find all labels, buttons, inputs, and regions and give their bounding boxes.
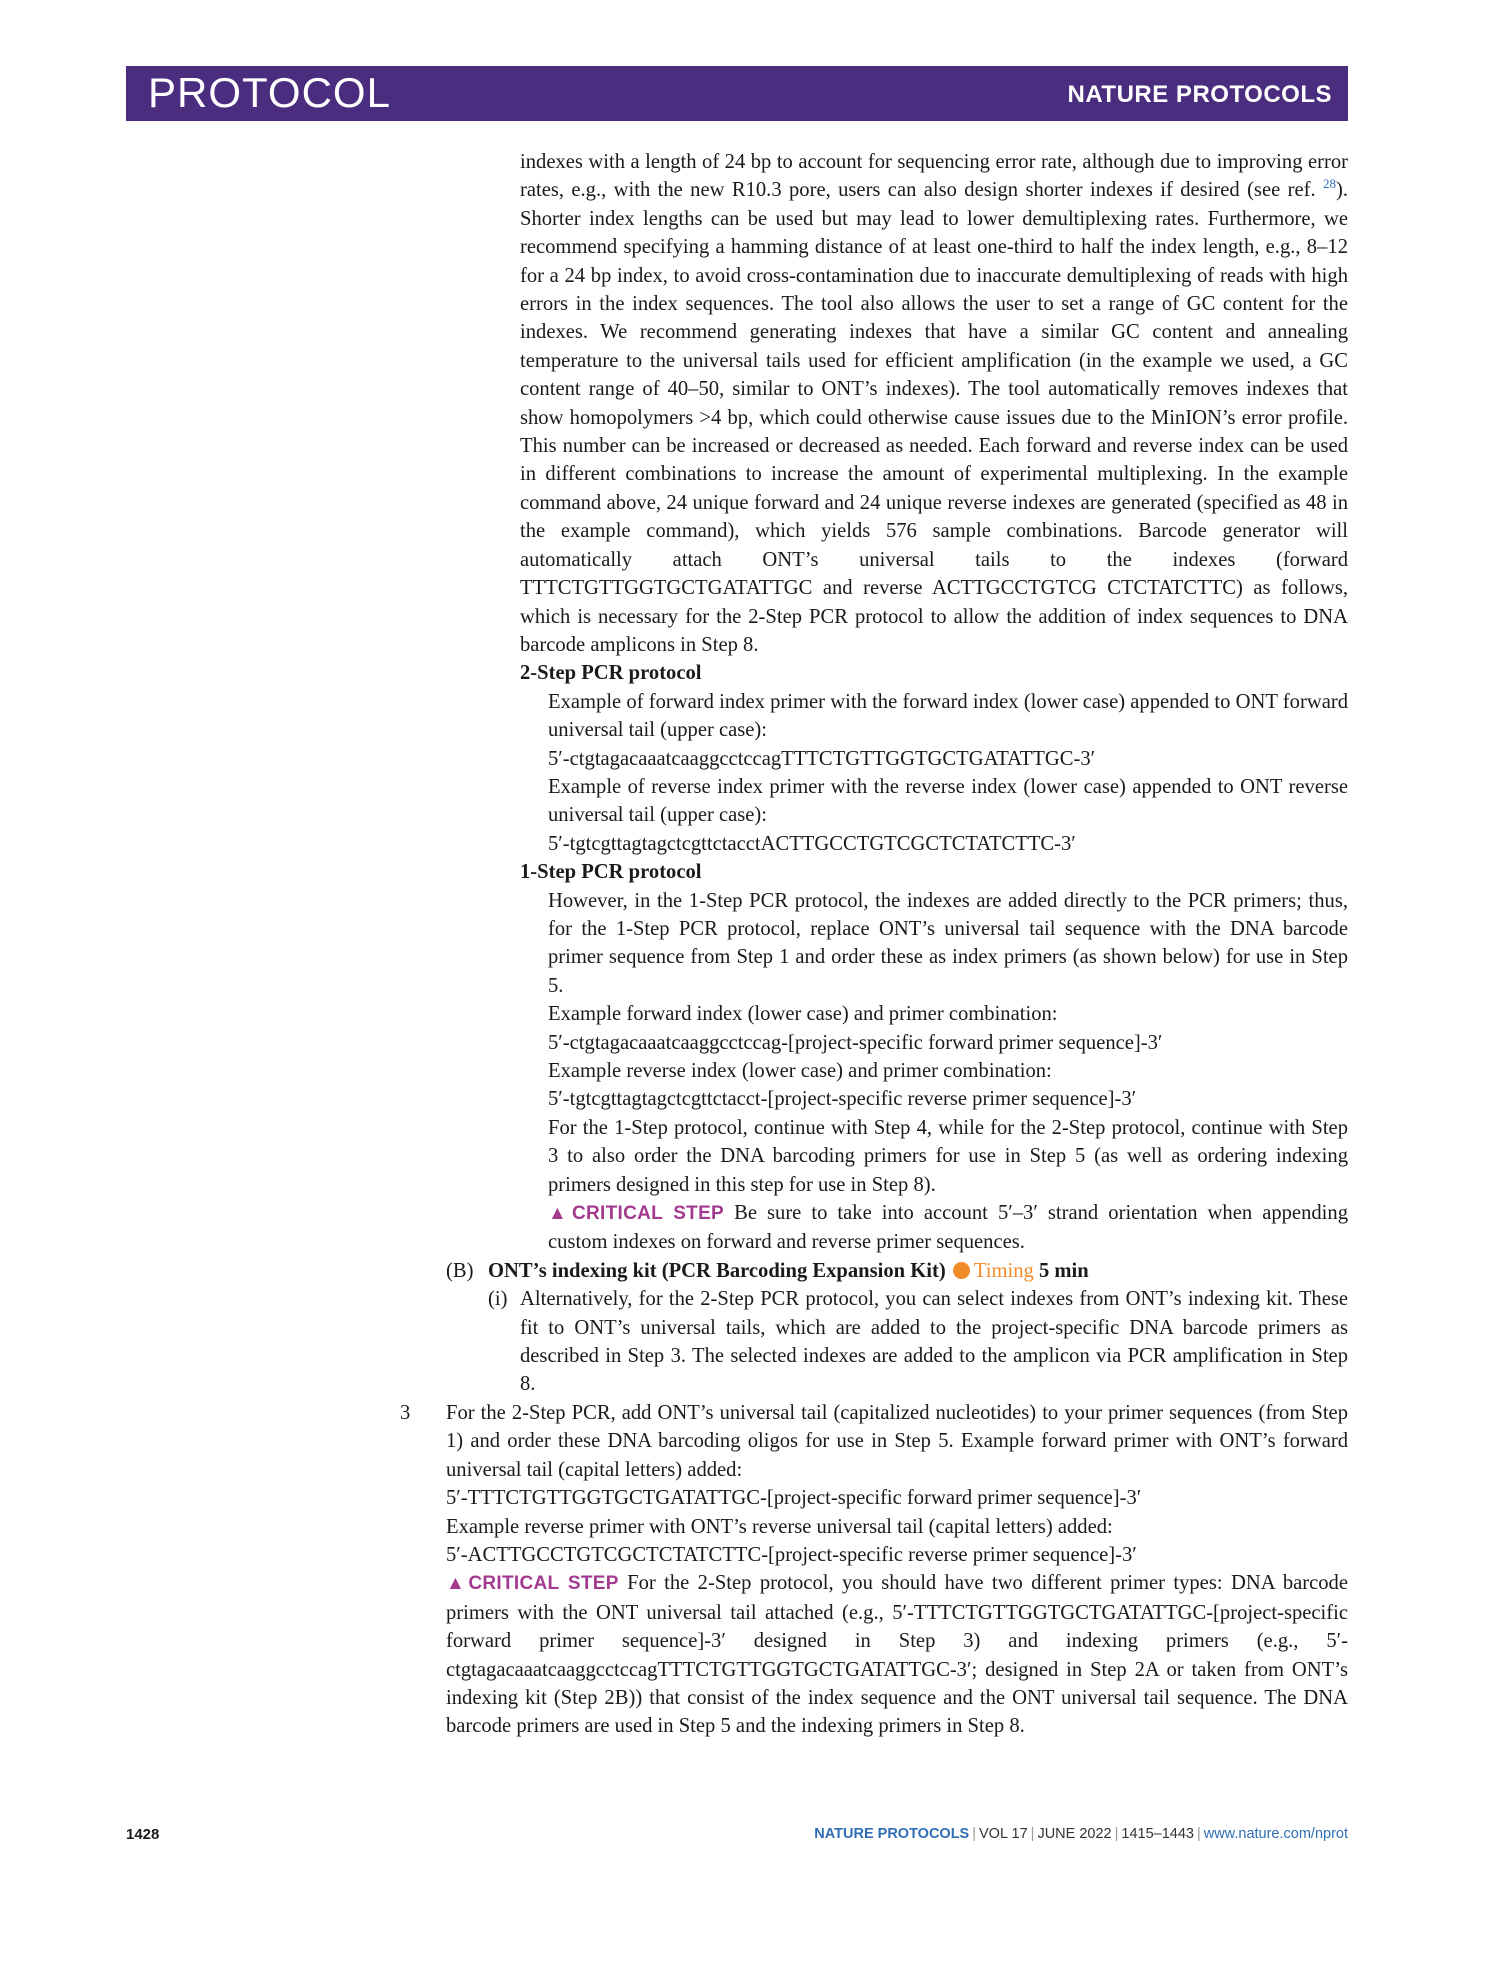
paragraph-index-design	[520, 148, 1348, 659]
step-3-text: For the 2-Step PCR, add ONT’s universal tail (capitalized nucleotides) to your primer sequences (from Step 1) and order these DNA barcoding oligos for use in Step 5. Example forward primer with ONT’s forward universal tail (capital letters) added:	[446, 1401, 1348, 1481]
step-3-number: 3	[400, 1401, 411, 1424]
one-step-desc: However, in the 1-Step PCR protocol, the indexes are added directly to the PCR primers; thus, for the 1-Step PCR protocol, replace ONT’s universal tail sequence with the DNA barcode primer sequence from Step 1 and order these as index primers (as shown below) for use in Step 5.	[548, 889, 1348, 997]
critical-step-text: Be sure to take into account 5′–3′ strand orientation when appending custom indexes on forward and reverse primer sequences.	[548, 1202, 1348, 1254]
journal-name: NATURE PROTOCOLS	[1067, 81, 1332, 108]
section-label: PROTOCOL	[148, 69, 391, 116]
heading-1step: 1-Step PCR protocol	[520, 861, 702, 884]
footer-pages: 1415–1443	[1121, 1826, 1194, 1842]
one-step-forward-seq: 5′-ctgtagacaaatcaaggcctccag-[project-specific forward primer sequence]-3′	[548, 1031, 1163, 1054]
two-step-reverse-seq: 5′-tgtcgttagtagctcgttctacctACTTGCCTGTCGCTCTATCTTC-3′	[548, 832, 1076, 855]
article-body	[0, 148, 1489, 1741]
critical-step-label: ▲CRITICAL STEP	[548, 1203, 725, 1225]
one-step-reverse-seq: 5′-tgtcgttagtagctcgttctacct-[project-specific reverse primer sequence]-3′	[548, 1088, 1137, 1111]
two-step-forward-desc: Example of forward index primer with the forward index (lower case) appended to ONT forward universal tail (upper case):	[548, 690, 1348, 742]
step-3-reverse-seq: 5′-ACTTGCCTGTCGCTCTATCTTC-[project-specific reverse primer sequence]-3′	[446, 1543, 1137, 1566]
heading-2step: 2-Step PCR protocol	[520, 662, 702, 685]
two-step-forward-seq: 5′-ctgtagacaaatcaaggcctccagTTTCTGTTGGTGCTGATATTGC-3′	[548, 747, 1096, 770]
one-step-continue: For the 1-Step protocol, continue with Step 4, while for the 2-Step protocol, continue with Step 3 to also order the DNA barcoding primers for use in Step 5 (as well as ordering indexing primers designed in this step for use in Step 8).	[548, 1116, 1348, 1196]
step-3-reverse-desc: Example reverse primer with ONT’s reverse universal tail (capital letters) added:	[446, 1515, 1113, 1538]
option-b-title: ONT’s indexing kit (PCR Barcoding Expansion Kit)	[488, 1259, 946, 1282]
step-3	[400, 1399, 1348, 1484]
footer-date: JUNE 2022	[1037, 1826, 1112, 1842]
one-step-reverse-desc: Example reverse index (lower case) and primer combination:	[548, 1060, 1052, 1082]
step-3-forward-seq: 5′-TTTCTGTTGGTGCTGATATTGC-[project-specific forward primer sequence]-3′	[446, 1487, 1142, 1510]
option-b-i	[488, 1285, 1348, 1399]
option-b-i-label: (i)	[488, 1288, 508, 1311]
critical-step-1	[548, 1199, 1348, 1257]
footer-journal: NATURE PROTOCOLS	[814, 1826, 970, 1842]
timing-label: Timing	[973, 1259, 1034, 1282]
page-number: 1428	[126, 1826, 160, 1843]
critical-step-text: For the 2-Step protocol, you should have two different primer types: DNA barcode primers with the ONT universal tail attached (e.g., 5′-TTTCTGTTGGTGCTGATATTGC-[project-specific forward primer sequence]-3′ designed in Step 3) and indexing primers (e.g., 5′-ctgtagacaaatcaaggcctccagTTTCTGTTGGTGCTGATATTGC-3′; designed in Step 2A or taken from ONT’s indexing kit (Step 2B)) that consist of the index sequence and the ONT universal tail sequence. The DNA barcode primers are used in Step 5 and the indexing primers in Step 8.	[446, 1572, 1348, 1738]
one-step-forward-desc: Example forward index (lower case) and primer combination:	[548, 1003, 1058, 1026]
two-step-reverse-desc: Example of reverse index primer with the reverse index (lower case) appended to ONT reverse universal tail (upper case):	[548, 775, 1348, 827]
option-b-i-text: Alternatively, for the 2-Step PCR protocol, you can select indexes from ONT’s indexing kit. These fit to ONT’s universal tails, which are added to the project-specific DNA barcode primers as described in Step 3. The selected indexes are added to the amplicon via PCR amplification in Step 8.	[520, 1288, 1348, 1396]
paragraph-text: indexes with a length of 24 bp to account for sequencing error rate, although due to improving error rates, e.g., with the new R10.3 pore, users can also design shorter indexes if desired (see ref.	[520, 151, 1348, 202]
footer-volume: VOL 17	[979, 1826, 1028, 1842]
option-b-label: (B)	[446, 1259, 474, 1282]
reference-link[interactable]: 28	[1322, 176, 1336, 192]
footer-url[interactable]: www.nature.com/nprot	[1203, 1826, 1348, 1842]
option-b-heading	[446, 1257, 1348, 1285]
timing-value: 5 min	[1038, 1259, 1089, 1282]
critical-step-label: ▲CRITICAL STEP	[446, 1573, 619, 1595]
paragraph-text: ). Shorter index lengths can be used but may lead to lower demultiplexing rates. Furthermore, we recommend specifying a hamming distance of at least one-third to half the index length, e.g., 8–12 for a 24 bp index, to avoid cross-contamination due to inaccurate demultiplexing of reads with high errors in the index sequences. The tool also allows the user to set a range of GC content for the indexes. We recommend generating indexes that have a similar GC content and annealing temperature to the universal tails used for efficient amplification (in the example we used, a GC content range of 40–50, similar to ONT’s indexes). The tool automatically removes indexes that show homopolymers >4 bp, which could otherwise cause issues due to the MinION’s error profile. This number can be increased or decreased as needed. Each forward and reverse index can be used in different combinations to increase the amount of experimental multiplexing. In the example command above, 24 unique forward and 24 unique reverse indexes are generated (specified as 48 in the example command), which yields 576 sample combinations. Barcode generator will automatically attach ONT’s universal tails to the indexes (forward TTTCTGTTGGTGCTGATATTGC and reverse ACTTGCCTGTCG CTCTATCTTC) as follows, which is necessary for the 2-Step PCR protocol to allow the addition of index sequences to DNA barcode amplicons in Step 8.	[520, 179, 1348, 656]
footer-citation: NATURE PROTOCOLS | VOL 17 | JUNE 2022 | 1415–1443 | www.nature.com/nprot	[814, 1826, 1348, 1842]
timing-dot-icon	[953, 1262, 970, 1279]
critical-step-2	[446, 1569, 1348, 1740]
header-bar	[126, 66, 1348, 121]
